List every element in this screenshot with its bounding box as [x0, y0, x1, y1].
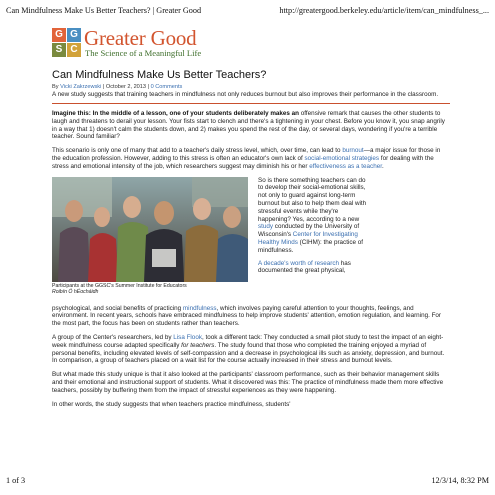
caption-text: Participants at the GGSC's Summer Institute for Educators	[52, 282, 187, 289]
mindfulness-link[interactable]: mindfulness	[182, 304, 217, 312]
print-page-url: http://greatergood.berkeley.edu/article/item/can_mindfulness_...	[279, 6, 489, 15]
p4-text-c: . The study found that those who completed the training enjoyed a myriad of personal benefits, including elevated levels of self-compassion and a decrease in psychological ills such as anxiety, depression, and burnout. In comparison, a group of teachers placed on a wait list for the course actually increased in their stress and burnout levels.	[52, 341, 445, 365]
lisa-flook-link[interactable]: Lisa Flook	[173, 333, 202, 341]
print-page-title: Can Mindfulness Make Us Better Teachers? | Greater Good	[6, 6, 202, 15]
paragraph-1-text: offensive remark that causes the other students to laugh and threatens to derail your lesson. Your fists start to clench and there's a tightening in your chest. Before you know it, you snap angrily in a way that 1) doesn't calm the students down, and 2) makes you spend the rest of the day, or several days, wondering if you're a terrible teacher. Sound familiar?	[52, 110, 445, 141]
logo-tile-3: S	[52, 43, 66, 57]
paragraph-3	[52, 305, 450, 328]
logo-tile-2: G	[67, 28, 81, 42]
logo-tile-1: G	[52, 28, 66, 42]
lead-sentence: Imagine this: In the middle of a lesson, one of your students deliberately makes an	[52, 110, 300, 117]
research-link[interactable]: A decade's worth of research	[258, 259, 340, 267]
ggsc-logo-icon	[52, 28, 81, 57]
side-text-c: (CIHM): the practice of mindfulness.	[258, 238, 363, 254]
side-text-b: conducted by the University of Wisconsin's	[258, 223, 360, 239]
sidebar-text	[258, 177, 368, 276]
greater-good-logo[interactable]	[52, 28, 450, 60]
article-photo	[52, 177, 248, 282]
photo-credit	[52, 289, 252, 295]
effectiveness-link[interactable]: effectiveness as a teacher	[309, 162, 382, 170]
social-emotional-strategies-link[interactable]: social-emotional strategies	[304, 154, 380, 162]
paragraph-1	[52, 110, 450, 141]
byline	[52, 83, 450, 91]
side2-text: has documented the great physical,	[258, 259, 351, 275]
byline-prefix: By	[52, 84, 61, 90]
article-deck: A new study suggests that training teachers in mindfulness not only reduces burnout but also improves their performance in the classroom.	[52, 91, 439, 98]
p2-text-b: —a major issue for those in the education profession. However, adding to this stress is often an educator's own lack of	[52, 147, 441, 162]
burnout-link[interactable]: burnout	[342, 147, 364, 155]
side-text-a: So is there something teachers can do to develop their social-emotional skills, not only to guard against long-term burnout but also to help them deal with stressful events while they're happening? Yes, according to a new	[258, 176, 367, 223]
author-link[interactable]: Vicki Zakrzewski	[60, 84, 102, 90]
p3-text-a: psychological, and social benefits of practicing	[52, 304, 183, 312]
print-footer	[6, 476, 489, 488]
logo-name: Greater Good	[84, 26, 197, 50]
title-divider	[52, 103, 450, 104]
paragraph-6: In other words, the study suggests that when teachers practice mindfulness, students'	[52, 400, 291, 408]
paragraph-5: But what made this study unique is that it also looked at the participants' classroom performance, such as their behavior management skills and their emotional and instructional support of students. What it discovered was this: The practice of mindfulness made them more effective teachers, possibly by buffering them from the impact of stressful experiences as they were happening.	[52, 371, 444, 394]
p3-text-b: , which involves paying careful attention to your thoughts, feelings, and environment. In recent years, schools have embraced mindfulness to help improve students' attention, emotion regulation, and learning. For the most part, the focus has been on students rather than teachers.	[52, 304, 442, 328]
paragraph-2	[52, 147, 450, 170]
p2-text-a: This scenario is only one of many that add to a teacher's daily stress level, which, over time, can lead to	[52, 147, 343, 155]
article-title: Can Mindfulness Make Us Better Teachers?	[52, 69, 267, 81]
photo-credit-name: Roibín Ó hÉocháidh	[52, 288, 99, 295]
comments-link[interactable]: 0 Comments	[150, 84, 183, 90]
p4-italic: for teachers	[181, 341, 215, 349]
p2-text-d: .	[381, 162, 384, 170]
study-link[interactable]: study	[258, 223, 274, 231]
page-number: 1 of 3	[6, 476, 26, 485]
publish-date: | October 2, 2013 |	[101, 84, 151, 90]
photo-caption	[52, 283, 252, 295]
side-paragraph-1	[258, 177, 368, 255]
cihm-link[interactable]: Center for Investigating Healthy Minds	[258, 231, 358, 246]
p2-text-c: for dealing with the stress and emotional intensity of the job, which researchers suggest may diminish his or her	[52, 154, 434, 170]
p4-text-b: , took a different tack: They conducted a small pilot study to test the impact of an eight-week mindfulness course adapted specifically	[52, 333, 444, 349]
logo-tile-4: C	[67, 43, 81, 57]
paragraph-4	[52, 334, 450, 365]
photo-section	[52, 177, 450, 303]
p4-text-a: A group of the Center's researchers, led by	[52, 333, 174, 341]
logo-tagline: The Science of a Meaningful Life	[85, 48, 202, 58]
article-content	[52, 28, 450, 408]
side-paragraph-2	[258, 260, 368, 276]
print-header	[6, 6, 489, 18]
print-timestamp: 12/3/14, 8:32 PM	[431, 476, 489, 485]
